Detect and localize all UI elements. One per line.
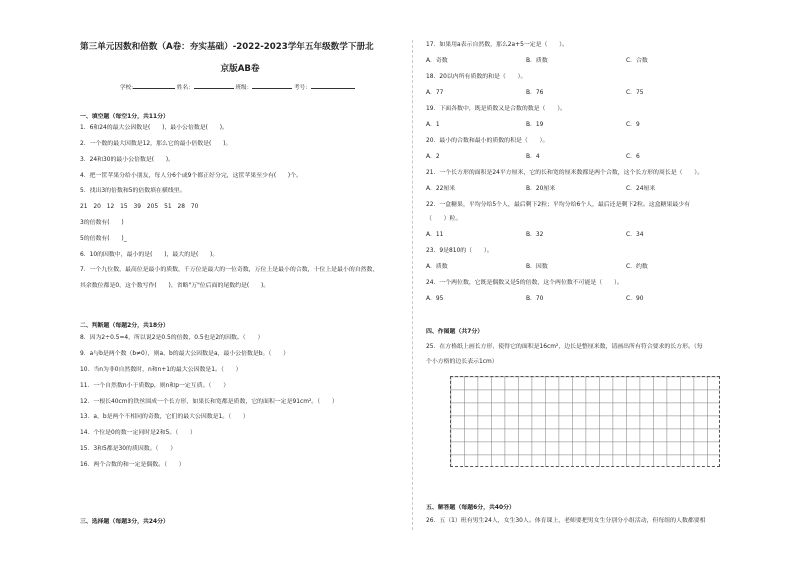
option: C．34 (626, 232, 644, 238)
option: C．24厘米 (626, 186, 656, 192)
option: C．约数 (626, 264, 648, 270)
option: B．76 (526, 90, 544, 96)
question-4: 4．把一筐苹果分给小朋友，每人分6个或9个都正好分完，这筐苹果至少有( )个。 (80, 173, 303, 179)
question-11: 11．一个自然数n小于质数p，则n和p一定互质。（ ） (80, 383, 230, 389)
section-heading-choice: 三、选择题（每题3分，共24分） (80, 519, 169, 525)
question-5-multiples-of-3: 3的倍数有( ) (80, 220, 124, 226)
exam-no-field[interactable] (311, 83, 355, 89)
school-label: 学校: (120, 85, 134, 91)
question-26: 26．五（1）班有男生24人，女生30人。体育课上，老师要把男女生分别分小组活动，但每组的人数都要相 (426, 518, 706, 524)
option: C．75 (626, 90, 644, 96)
option: B．70 (526, 296, 544, 302)
right-column (426, 0, 758, 562)
question-24: 24．一个两位数，它既是偶数又是5的倍数，这个两位数不可能是（ ）。 (426, 280, 623, 286)
question-12: 12．一根长40cm的铁丝围成一个长方形，如果长和宽都是质数，它的面积一定是91cm²。（ ） (80, 399, 338, 405)
question-15: 15．3和5都是30的质因数。（ ） (80, 446, 177, 452)
question-20: 20．最小的合数和最小的质数的积是（ ）。 (426, 138, 549, 144)
option: A．奇数 (426, 58, 448, 64)
question-22-line2: （ ）粒。 (426, 216, 462, 222)
option: A．22厘米 (426, 186, 456, 192)
question-5-multiples-of-5: 5的倍数有( )_ (80, 236, 127, 242)
question-3: 3．24和30的最小公倍数是( )。 (80, 157, 175, 163)
question-17: 17．如果用a表示自然数，那么2a+5一定是（ ）。 (426, 42, 569, 48)
option: C．6 (626, 154, 640, 160)
exam-no-label: 考号： (294, 85, 311, 91)
option: A．1 (426, 122, 440, 128)
school-field[interactable] (133, 83, 175, 89)
option: C．9 (626, 122, 640, 128)
page-title-line1: 第三单元因数和倍数（A卷：夯实基础）-2022-2023学年五年级数学下册北 (80, 42, 374, 52)
question-14: 14．个位是0的数一定同时是2和5。（ ） (80, 430, 196, 436)
left-column (80, 0, 400, 562)
question-13: 13．a，b是两个不相同的奇数，它们的最大公因数是1。（ ） (80, 414, 249, 420)
question-6: 6．10的因数中，最小的是( )，最大的是( )。 (80, 252, 219, 258)
name-field[interactable] (194, 83, 234, 89)
page-title-line2: 京版AB卷 (220, 64, 260, 74)
option: A．质数 (426, 264, 448, 270)
column-divider (412, 40, 413, 530)
option: B．因数 (526, 264, 548, 270)
section-heading-drawing: 四、作图题（共7分） (426, 329, 484, 335)
question-23: 23．9是810的（ ）。 (426, 248, 493, 254)
option: B．20厘米 (526, 186, 556, 192)
option: B．质数 (526, 58, 548, 64)
question-21: 21．一个长方形的面积是24平方厘米，它的长和宽的厘米数都是两个合数，这个长方形的周长是（ ）。 (426, 170, 704, 176)
option: C．90 (626, 296, 644, 302)
question-19: 19．下面各数中，既是质数又是合数的数是（ ）。 (426, 106, 567, 112)
class-label: 班级： (235, 85, 253, 91)
question-16: 16．两个合数的和一定是偶数。（ ） (80, 462, 185, 468)
question-8: 8．因为2÷0.5=4，所以说2是0.5的倍数，0.5也是2的因数。（ ） (80, 335, 264, 341)
question-7-line2: 其余数位都是0，这个数写作( )，省略"万"位后面的尾数约是( )。 (80, 283, 270, 289)
option: B．4 (526, 154, 540, 160)
graph-paper-grid[interactable] (450, 376, 720, 467)
option: A．77 (426, 90, 444, 96)
option: C．合数 (626, 58, 648, 64)
question-10: 10．当n为非0自然数时，n和n+1的最大公因数是1。（ ） (80, 367, 242, 373)
option: A．2 (426, 154, 440, 160)
question-18: 18．20以内所有质数的和是（ ）。 (426, 74, 527, 80)
question-5: 5．找出3的倍数和5的倍数填在横线里。 (80, 188, 186, 194)
question-5-numbers: 21 20 12 15 39 205 51 28 70 (80, 204, 199, 210)
question-22-line1: 22．一盒糖果，平均分给5个人，最后剩下2粒；平均分给6个人，最后还是剩下2粒。这盒糖果最少有 (426, 202, 691, 208)
name-label: 姓名： (176, 85, 194, 91)
section-heading-judge: 二、判断题（每题2分，共18分） (80, 323, 169, 329)
question-25-line2: 个小方格的边长表示1cm） (426, 359, 498, 365)
option: B．32 (526, 232, 544, 238)
option: A．95 (426, 296, 444, 302)
option: A．11 (426, 232, 444, 238)
question-9: 9．a与b是两个数（b≠0），则a、b的最大公因数是a，最小公倍数是b。（ ） (80, 351, 290, 357)
class-field[interactable] (252, 83, 292, 89)
question-7-line1: 7．一个九位数，最高位是最小的质数，千万位是最大的一位奇数，万位上是最小的合数，十位上是最小的自然数， (80, 267, 379, 273)
section-heading-answer: 五、解答题（每题6分，共40分） (426, 505, 515, 511)
question-2: 2．一个数的最大因数是12，那么它的最小倍数是( )。 (80, 141, 232, 147)
option: B．19 (526, 122, 544, 128)
section-heading-fill: 一、填空题（每空1分，共11分） (80, 114, 169, 120)
question-25-line1: 25．在方格纸上画长方形，使得它的面积是16cm²，边长是整厘米数，请画出所有符合要求的长方形。（每 (426, 344, 703, 350)
question-1: 1．6和24的最大公因数是( )，最小公倍数是( )。 (80, 125, 228, 131)
student-info-row (120, 83, 355, 91)
